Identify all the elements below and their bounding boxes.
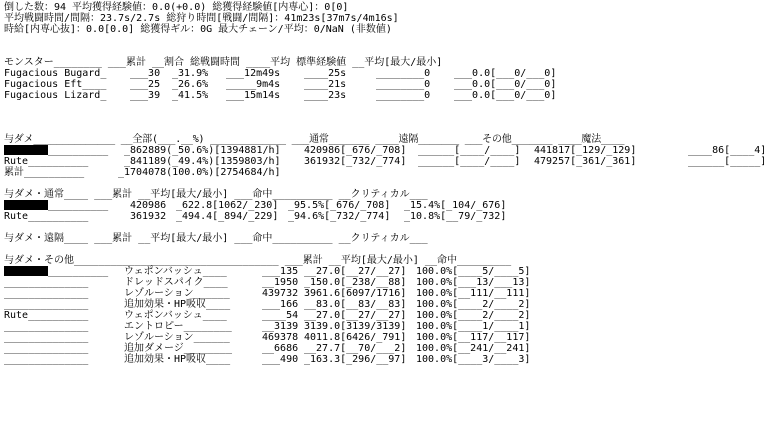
normal-row: Rute__________ 361932 _494.4[_894/_229] _94.6%[_732/_774] _10.8%[__79/_732]: [4, 211, 507, 222]
redacted-name: [4, 200, 48, 210]
other-row: Rute__________ ウェポンバッシュ____ ____54 __27.0[__27/__27] 100.0%[____2/____2]: [4, 310, 531, 321]
damage-row: Rute__________ _841189(_49.4%)[1359803/h] 361932[_732/_774] ______[____/____] 479257[_361/_361] ______[_____]: [4, 156, 767, 167]
normal-header: 与ダメ・通常____ ___累計 __平均[最大/最小] ___命中__________ __クリティカル___: [4, 189, 428, 200]
redacted-name: [4, 145, 48, 155]
monster-row: Fugacious Eft____ ___25 _26.6% _____9m4s ____21s ________0 ___0.0[___0/___0]: [4, 79, 557, 90]
monster-row: Fugacious Lizard_ ___39 _41.5% ___15m14s ____23s ________0 ___0.0[___0/___0]: [4, 90, 557, 101]
other-row: ______________ ドレッドスパイク____ __1950 _150.0[_238/__88] 100.0%[___13/___13]: [4, 277, 531, 288]
monster-header: モンスター________ ___累計 __割合 総戦闘時間 ____平均 標準経験値 __平均[最大/最小]: [4, 57, 443, 68]
other-header: 与ダメ・その他__________________________________ ___累計 __平均[最大/最小] __命中_________: [4, 255, 512, 266]
other-row: ______________ エントロピー________ __3139 3139.0[3139/3139] 100.0%[____1/____1]: [4, 321, 531, 332]
normal-row: __________ 420986 _622.8[1062/_230] _95.5%[_676/_708] _15.4%[_104/_676]: [4, 200, 776, 211]
other-row: ______________ 追加効果・HP吸収____ ___166 __83.0[__83/__83] 100.0%[____2/____2]: [4, 299, 531, 310]
damage-total-row: 累計__________ _1704078(100.0%)[2754684/h]: [4, 167, 281, 178]
other-row: ______________ レゾルーション______ 469378 4011.8[6426/_791] 100.0%[__117/__117]: [4, 332, 531, 343]
monster-row: Fugacious Bugard_ ___30 _31.9% ___12m49s ____25s ________0 ___0.0[___0/___0]: [4, 68, 557, 79]
redacted-name: [4, 266, 48, 276]
other-row: ______________ レゾルーション______ 439732 3961.6[6097/1716] 100.0%[__111/__111]: [4, 288, 531, 299]
summary-line-2: 平均戦闘時間/間隔：23.7s/2.7s 総狩り時間[戦闘/間隔]：41m23s[37m7s/4m16s]: [4, 13, 399, 24]
ranged-header: 与ダメ・遠隔____ ___累計 __平均[最大/最小] ___命中__________ __クリティカル___: [4, 233, 428, 244]
summary-line-1: 倒した数：94 平均獲得経験値：0.0(+0.0) 総獲得経験値[内専心]：0[0]: [4, 2, 349, 13]
battle-log: [4, 2, 776, 365]
damage-row: __________ _862889(_50.6%)[1394881/h] 420986[_676/_708] ______[____/____] 441817[_129/_129] ____86[____4]: [4, 145, 776, 156]
other-row: __________ ウェポンバッシュ____ ___135 __27.0[__27/__27] 100.0%[____5/____5]: [4, 266, 776, 277]
summary-line-3: 時給[内専心抜]：0.0[0.0] 総獲得ギル：0G 最大チェーン/平均：0/NaN (非数値): [4, 24, 392, 35]
other-row: ______________ 追加効果・HP吸収____ ___490 _163.3[_296/__97] 100.0%[____3/____3]: [4, 354, 531, 365]
damage-header: 与ダメ______________ __全部(___.__%) _____________ ___通常_______ ____遠隔_______ ___その他_______ ____魔法____: [4, 134, 625, 145]
other-row: ______________ 追加ダメージ________ __6686 __27.7[__70/___2] 100.0%[__241/__241]: [4, 343, 531, 354]
